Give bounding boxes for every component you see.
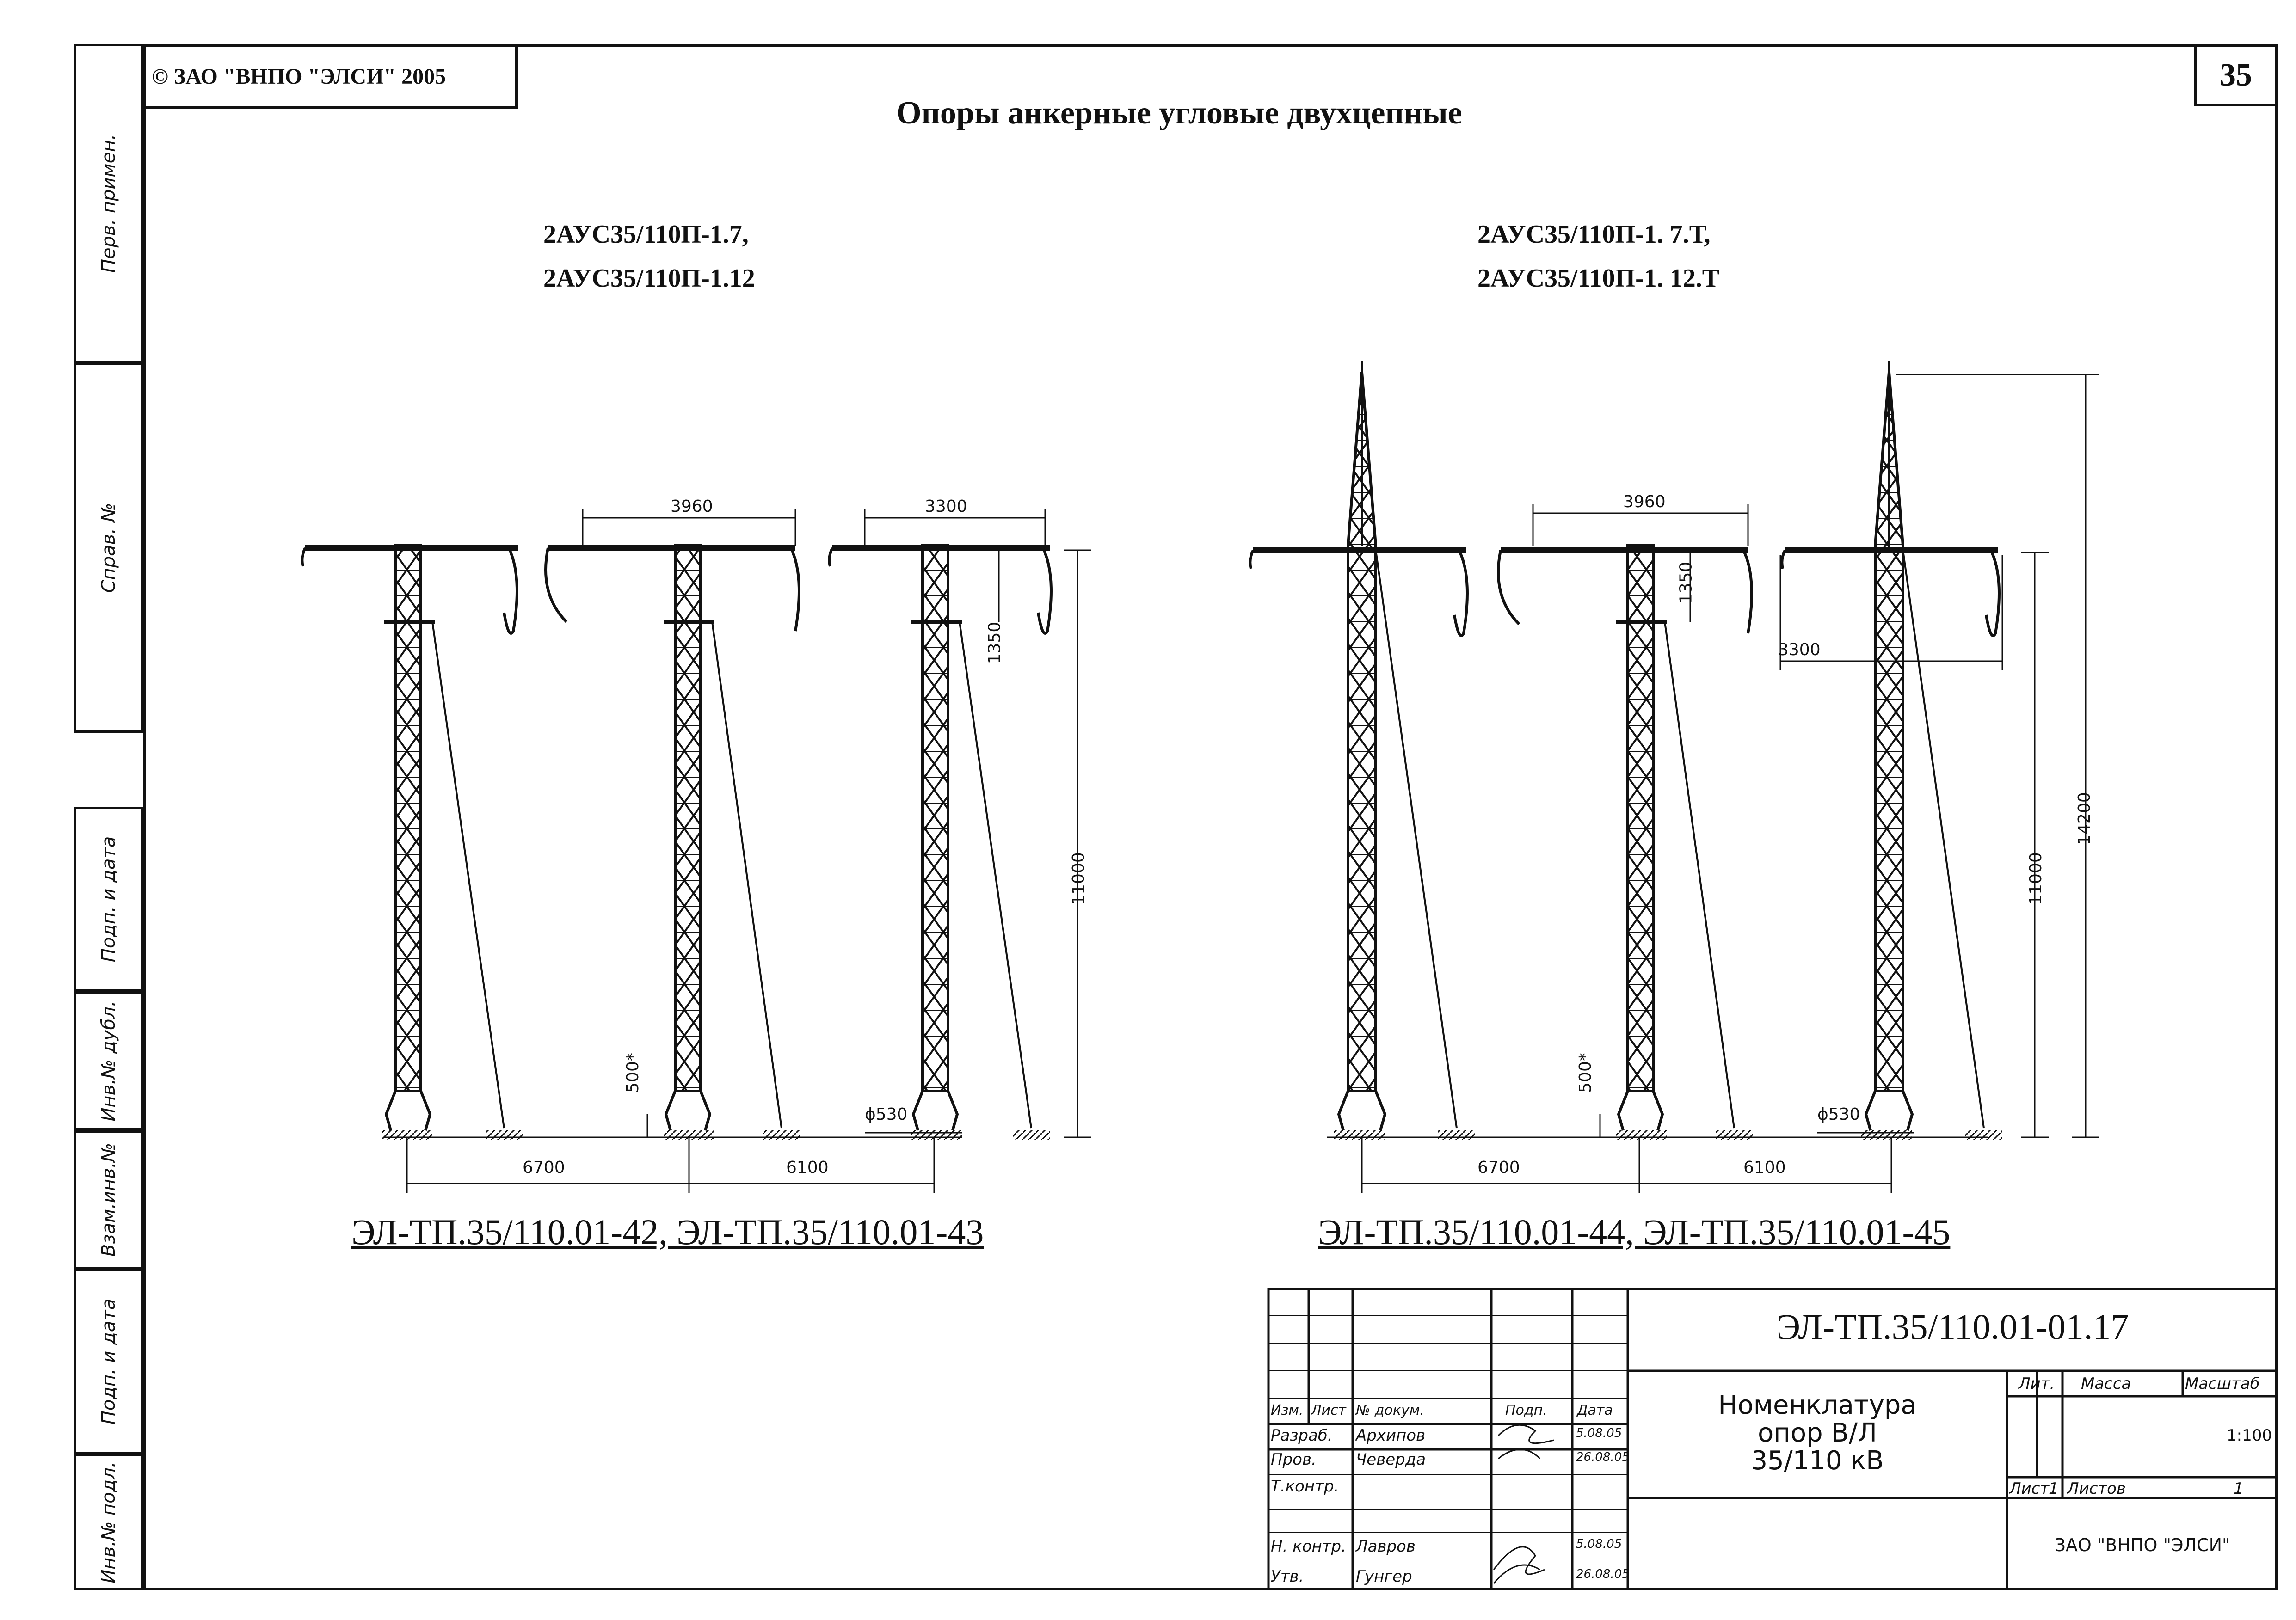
page-title: Опоры анкерные угловые двухцепные	[896, 95, 1462, 131]
person: Гунгер	[1356, 1567, 1412, 1586]
date: 5.08.05	[1576, 1426, 1622, 1440]
tower-name: 2АУС35/110П-1.7,	[543, 220, 749, 249]
side-label: Перв. примен.	[98, 134, 119, 273]
dim-label: 1350	[1676, 561, 1696, 604]
dim-label: 3300	[925, 497, 967, 516]
mass-label: Масса	[2081, 1375, 2131, 1393]
side-label: Взам.инв.№	[98, 1142, 119, 1257]
header-izm: Изм.	[1271, 1402, 1304, 1418]
header-list: Лист	[1311, 1402, 1347, 1418]
dim-label: 3960	[671, 497, 713, 516]
doc-name-line: опор В/Л	[1758, 1418, 1877, 1448]
sheets: 1	[2234, 1479, 2244, 1498]
scale: 1:100	[2227, 1426, 2272, 1445]
dim-label: 11000	[2026, 852, 2045, 905]
tower	[1250, 361, 1475, 1140]
left-code: ЭЛ-ТП.35/110.01-42, ЭЛ-ТП.35/110.01-43	[351, 1212, 984, 1252]
sheet-label: Лист	[2009, 1479, 2050, 1498]
tower	[546, 546, 800, 1140]
dim-label: 6700	[523, 1158, 565, 1177]
role: Пров.	[1271, 1450, 1317, 1469]
doc-name	[1628, 1392, 2007, 1475]
dim-label: 3300	[1778, 640, 1821, 659]
dim-label: 500*	[623, 1053, 642, 1093]
tower	[1782, 361, 2002, 1140]
side-label: Инв.№ дубл.	[98, 1000, 119, 1122]
dim-label: 6700	[1477, 1158, 1520, 1177]
role: Утв.	[1271, 1567, 1304, 1586]
tower	[302, 546, 523, 1140]
side-cell	[74, 1269, 143, 1454]
side-label: Справ. №	[98, 503, 119, 593]
dim-label: 6100	[786, 1158, 829, 1177]
scale-label: Масштаб	[2185, 1375, 2260, 1393]
date: 26.08.05	[1576, 1567, 1630, 1581]
dim-label: 1350	[985, 621, 1004, 664]
header-podp: Подп.	[1505, 1402, 1547, 1418]
side-label: Подп. и дата	[98, 836, 119, 963]
date: 26.08.05	[1576, 1450, 1630, 1464]
dim-label: ϕ530	[865, 1105, 908, 1124]
doc-name-line: Номенклатура	[1718, 1390, 1917, 1420]
header-doc: № докум.	[1356, 1402, 1424, 1418]
dim-label: ϕ530	[1817, 1105, 1860, 1124]
tower	[829, 546, 1051, 1140]
dim-label: 11000	[1069, 852, 1088, 905]
side-label: Инв.№ подл.	[98, 1461, 119, 1583]
tower-name: 2АУС35/110П-1.12	[543, 264, 755, 293]
person: Чеверда	[1356, 1450, 1426, 1469]
tower-name: 2АУС35/110П-1. 12.Т	[1477, 264, 1720, 293]
right-dimensions	[1362, 374, 2099, 1193]
side-label: Подп. и дата	[98, 1298, 119, 1425]
dim-label: 500*	[1576, 1053, 1595, 1093]
sheets-label: Листов	[2067, 1479, 2126, 1498]
dim-label: 6100	[1743, 1158, 1786, 1177]
role: Т.контр.	[1271, 1477, 1339, 1496]
title-block	[1267, 1288, 2278, 1590]
dim-label: 3960	[1623, 492, 1666, 511]
date: 5.08.05	[1576, 1537, 1622, 1551]
person: Лавров	[1356, 1537, 1416, 1556]
tower-name: 2АУС35/110П-1. 7.Т,	[1477, 220, 1711, 249]
header-date: Дата	[1577, 1402, 1613, 1418]
sheet: 1	[2049, 1479, 2059, 1498]
dim-label: 14200	[2074, 792, 2094, 845]
role: Н. контр.	[1271, 1537, 1346, 1556]
role: Разраб.	[1271, 1426, 1333, 1445]
lit-label: Лит.	[2019, 1375, 2055, 1393]
page-number: 35	[2194, 44, 2278, 106]
doc-code: ЭЛ-ТП.35/110.01-01.17	[1776, 1307, 2129, 1347]
person: Архипов	[1356, 1426, 1426, 1445]
doc-name-line: 35/110 кВ	[1751, 1446, 1884, 1476]
org: ЗАО "ВНПО "ЭЛСИ"	[2054, 1535, 2230, 1555]
side-cell	[74, 1454, 143, 1590]
copyright: © ЗАО "ВНПО "ЭЛСИ" 2005	[143, 44, 518, 109]
left-dimensions	[407, 509, 1091, 1193]
right-code: ЭЛ-ТП.35/110.01-44, ЭЛ-ТП.35/110.01-45	[1318, 1212, 1951, 1252]
tower	[1498, 546, 1753, 1140]
